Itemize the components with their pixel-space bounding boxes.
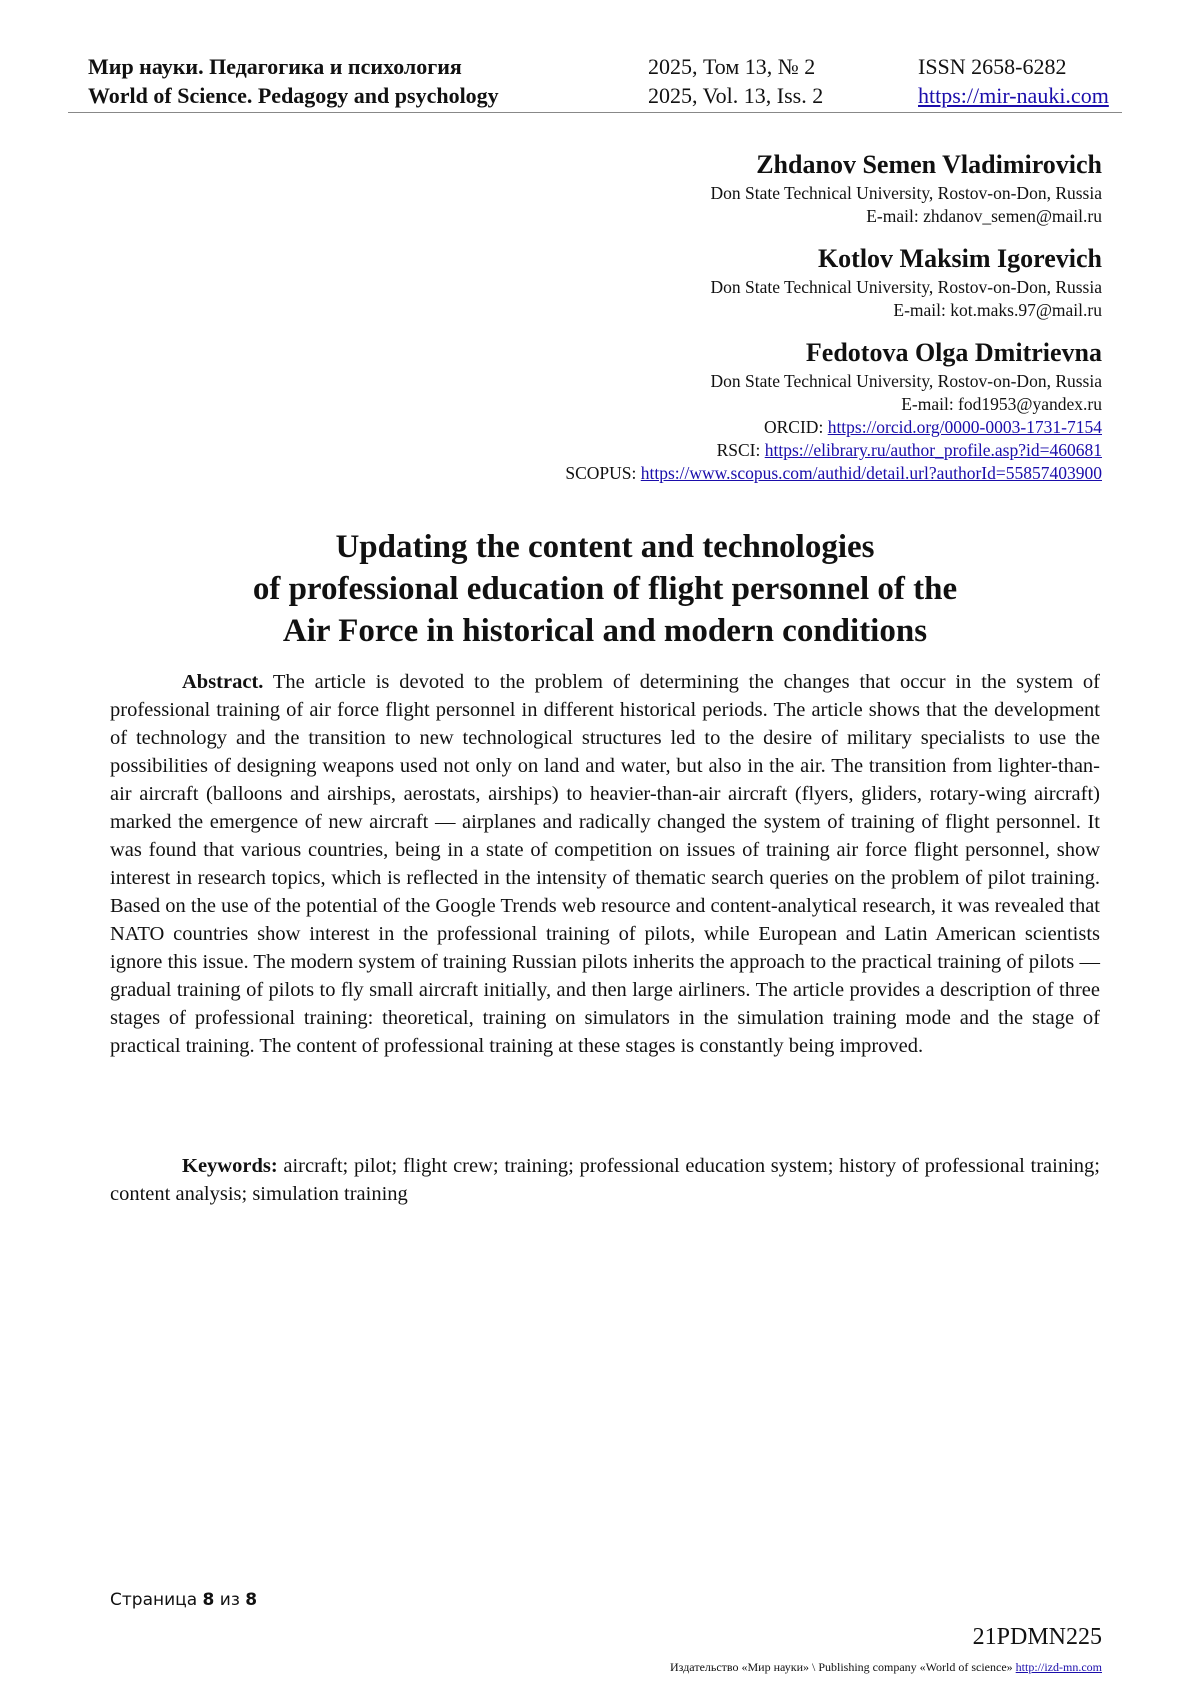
scopus-label: SCOPUS: [565, 463, 637, 483]
author-email: E-mail: zhdanov_semen@mail.ru [866, 206, 1102, 226]
keywords-label: Keywords: [182, 1155, 278, 1177]
abstract-text: The article is devoted to the problem of determining the changes that occur in the system of professional training of air force flight personnel in different historical periods. The article shows that the development of technology and the transition to new technological structures led to the desire of military specialists to use the possibilities of designing weapons used not only on land and water, but also in the air. The transition from lighter-than-air aircraft (balloons and airships, aerostats, airships) to heavier-than-air aircraft (flyers, gliders, rotary-wing aircraft) marked the emergence of new aircraft — airplanes and radically changed the system of training of flight personnel. It was found that various countries, being in a state of competition on issues of training air force flight personnel, show interest in research topics, which is reflected in the intensity of thematic search queries on the problem of pilot training. Based on the use of the potential of the Google Trends web resource and content-analytical research, it was revealed that NATO countries show interest in the professional training of pilots, while European and Latin American scientists ignore this issue. The modern system of training Russian pilots inherits the approach to the practical training of pilots — gradual training of pilots to fly small aircraft initially, and then large airliners. The article provides a description of three stages of professional training: theoretical, training on simulators in the simulation training mode and the stage of practical training. The content of professional training at these stages is constantly being improved. [110, 671, 1100, 1057]
author-email: E-mail: kot.maks.97@mail.ru [893, 300, 1102, 320]
publisher-link[interactable]: http://izd-mn.com [1015, 1660, 1102, 1674]
journal-title-en: World of Science. Pedagogy and psychology [88, 83, 499, 108]
author-name: Kotlov Maksim Igorevich [817, 244, 1102, 273]
author-1 [402, 148, 1102, 228]
page-sep: из [214, 1590, 246, 1610]
author-name: Zhdanov Semen Vladimirovich [756, 150, 1102, 179]
author-orcid [402, 416, 1102, 439]
author-scopus [402, 462, 1102, 485]
abstract [110, 668, 1100, 1060]
scopus-link[interactable]: https://www.scopus.com/authid/detail.url?authorId=55857403900 [640, 463, 1102, 483]
author-affiliation: Don State Technical University, Rostov-on-Don, Russia [710, 371, 1102, 391]
issn-block [918, 52, 1109, 110]
publisher-line [670, 1660, 1102, 1675]
article-code: 21PDMN225 [972, 1624, 1102, 1650]
author-rsci [402, 439, 1102, 462]
rsci-link[interactable]: https://elibrary.ru/author_profile.asp?id=460681 [764, 440, 1102, 460]
publisher-text: Издательство «Мир науки» \ Publishing company «World of science» [670, 1660, 1016, 1674]
title-line: of professional education of flight personnel of the [252, 571, 958, 607]
author-3 [402, 336, 1102, 485]
author-email: E-mail: fod1953@yandex.ru [901, 394, 1102, 414]
keywords-text: aircraft; pilot; flight crew; training; professional education system; history of professional training; content analysis; simulation training [110, 1155, 1100, 1205]
orcid-label: ORCID: [764, 417, 824, 437]
rsci-label: RSCI: [716, 440, 761, 460]
header-divider [68, 112, 1122, 113]
journal-url-link[interactable]: https://mir-nauki.com [918, 83, 1109, 108]
author-name: Fedotova Olga Dmitrievna [805, 338, 1102, 367]
orcid-link[interactable]: https://orcid.org/0000-0003-1731-7154 [827, 417, 1102, 437]
title-line: Updating the content and technologies [335, 529, 875, 565]
abstract-label: Abstract. [182, 671, 264, 693]
page-prefix: Страница [110, 1590, 203, 1610]
issn: ISSN 2658-6282 [918, 54, 1067, 79]
page-number [110, 1590, 257, 1610]
article-title [110, 526, 1100, 652]
authors-block [402, 148, 1102, 499]
title-line: Air Force in historical and modern conditions [282, 613, 928, 649]
keywords [110, 1152, 1100, 1208]
issue-en: 2025, Vol. 13, Iss. 2 [648, 83, 824, 108]
journal-header [88, 52, 1122, 112]
page-total: 8 [245, 1590, 258, 1610]
issue-block [648, 52, 823, 110]
journal-title-block [88, 52, 499, 110]
issue-ru: 2025, Том 13, № 2 [648, 54, 816, 79]
author-affiliation: Don State Technical University, Rostov-on-Don, Russia [710, 183, 1102, 203]
page-current: 8 [202, 1590, 215, 1610]
author-2 [402, 242, 1102, 322]
journal-title-ru: Мир науки. Педагогика и психология [88, 54, 462, 79]
author-affiliation: Don State Technical University, Rostov-on-Don, Russia [710, 277, 1102, 297]
